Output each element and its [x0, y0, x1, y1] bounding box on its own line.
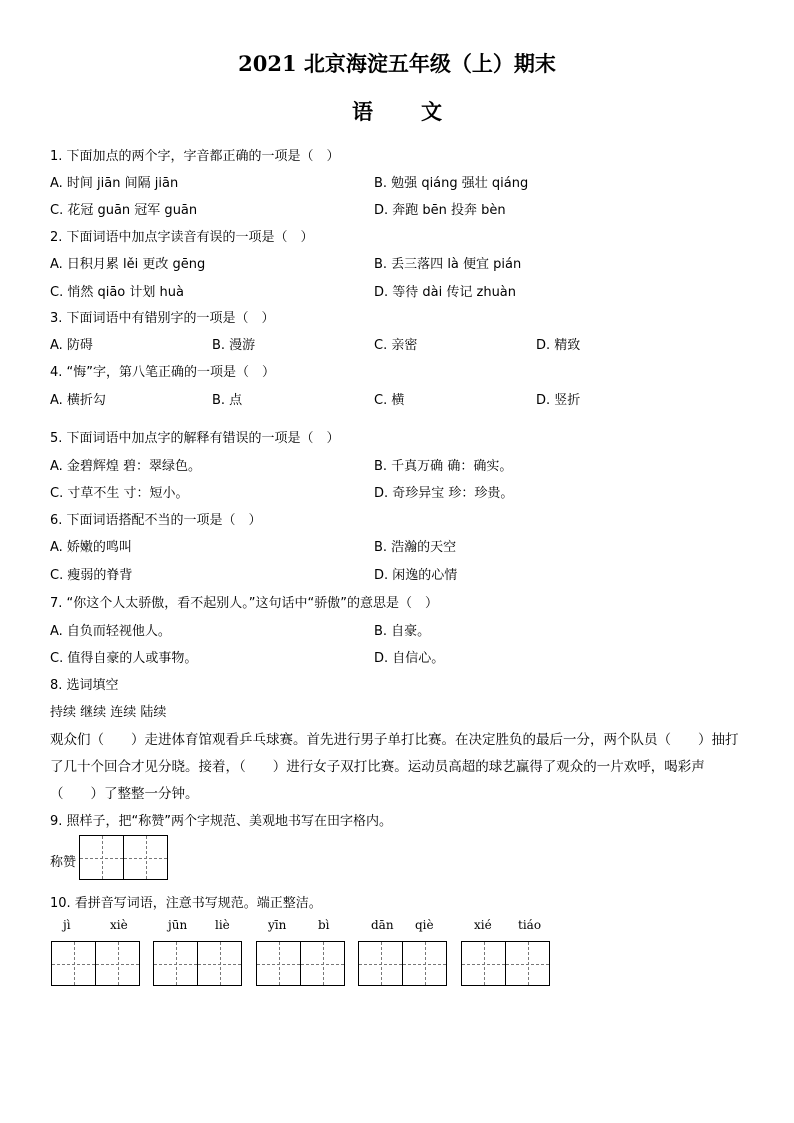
q3-option-c: C. 亲密	[374, 338, 418, 353]
q4-option-b: B. 点	[212, 393, 243, 408]
q8-passage-line-2: 了几十个回合才见分晓。接着，（ ）进行女子双打比赛。运动员高超的球艺赢得了观众的一片欢呼，喝彩声	[50, 759, 705, 775]
tianzige-cell[interactable]	[505, 941, 550, 986]
q9-sample-word: 称赞	[50, 855, 77, 870]
pinyin-label: jūn	[168, 918, 188, 932]
q1-option-c: C. 花冠 guān 冠军 guān	[50, 203, 198, 218]
q7-option-a: A. 自负而轻视他人。	[50, 624, 171, 639]
q4-option-d: D. 竖折	[536, 393, 581, 408]
tianzige-cell[interactable]	[358, 941, 403, 986]
tianzige-cell[interactable]	[123, 835, 168, 880]
q5-option-b: B. 千真万确 确：确实。	[374, 459, 513, 474]
q6-option-d: D. 闲逸的心情	[374, 568, 458, 583]
q1-option-d: D. 奔跑 bēn 投奔 bèn	[374, 203, 506, 218]
pinyin-label: liè	[215, 918, 230, 932]
tianzige-cell[interactable]	[402, 941, 447, 986]
q4-option-a: A. 横折勾	[50, 393, 106, 408]
tianzige-cell[interactable]	[256, 941, 301, 986]
pinyin-label: xiè	[110, 918, 128, 932]
q3-option-b: B. 漫游	[212, 338, 256, 353]
tianzige-cell[interactable]	[300, 941, 345, 986]
q2-option-d: D. 等待 dài 传记 zhuàn	[374, 285, 517, 300]
q9-writing-grid[interactable]	[79, 835, 167, 880]
q3-option-a: A. 防碍	[50, 338, 93, 353]
q5-stem: 5. 下面词语中加点字的解释有错误的一项是（ ）	[50, 431, 340, 446]
q1-option-b: B. 勉强 qiáng 强壮 qiáng	[374, 176, 529, 191]
q6-stem: 6. 下面词语搭配不当的一项是（ ）	[50, 513, 262, 528]
q8-stem: 8. 选词填空	[50, 678, 119, 693]
q8-passage-line-3: （ ）了整整一分钟。	[50, 786, 199, 802]
pinyin-label: bì	[318, 918, 330, 932]
q10-stem: 10. 看拼音写词语，注意书写规范。端正整洁。	[50, 896, 322, 911]
q10-writing-grid-4[interactable]	[358, 941, 446, 986]
q2-stem: 2. 下面词语中加点字读音有误的一项是（ ）	[50, 230, 314, 245]
q6-option-a: A. 娇嫩的鸣叫	[50, 540, 132, 555]
pinyin-label: xié	[474, 918, 492, 932]
q6-option-b: B. 浩瀚的天空	[374, 540, 457, 555]
q5-option-c: C. 寸草不生 寸：短小。	[50, 486, 189, 501]
q9-stem: 9. 照样子，把“称赞”两个字规范、美观地书写在田字格内。	[50, 814, 393, 829]
q7-option-c: C. 值得自豪的人或事物。	[50, 651, 198, 666]
pinyin-label: tiáo	[518, 918, 542, 932]
q4-option-c: C. 横	[374, 393, 405, 408]
q2-option-c: C. 悄然 qiāo 计划 huà	[50, 285, 184, 300]
q3-stem: 3. 下面词语中有错别字的一项是（ ）	[50, 311, 275, 326]
pinyin-label: yīn	[268, 918, 287, 932]
q7-option-d: D. 自信心。	[374, 651, 445, 666]
q10-writing-grid-5[interactable]	[461, 941, 549, 986]
subject-title: 语文	[352, 99, 490, 124]
tianzige-cell[interactable]	[153, 941, 198, 986]
q8-passage-line-1: 观众们（ ）走进体育馆观看乒乓球赛。首先进行男子单打比赛。在决定胜负的最后一分，两个队员（ ）抽打	[50, 732, 739, 748]
q4-stem: 4. “悔”字，第八笔正确的一项是（ ）	[50, 365, 276, 380]
q8-word-choices: 持续 继续 连续 陆续	[50, 705, 167, 720]
q2-option-b: B. 丢三落四 là 便宜 pián	[374, 257, 522, 272]
q7-option-b: B. 自豪。	[374, 624, 431, 639]
q10-writing-grid-1[interactable]	[51, 941, 139, 986]
tianzige-cell[interactable]	[95, 941, 140, 986]
q5-option-a: A. 金碧辉煌 碧：翠绿色。	[50, 459, 202, 474]
q7-stem: 7. “你这个人太骄傲，看不起别人。”这句话中“骄傲”的意思是（ ）	[50, 596, 438, 611]
q10-writing-grid-3[interactable]	[256, 941, 344, 986]
q5-option-d: D. 奇珍异宝 珍：珍贵。	[374, 486, 514, 501]
q1-stem: 1. 下面加点的两个字，字音都正确的一项是（ ）	[50, 149, 340, 164]
tianzige-cell[interactable]	[79, 835, 124, 880]
page-title: 2021 北京海淀五年级（上）期末	[238, 51, 556, 76]
q6-option-c: C. 瘦弱的脊背	[50, 568, 133, 583]
tianzige-cell[interactable]	[461, 941, 506, 986]
q1-option-a: A. 时间 jiān 间隔 jiān	[50, 176, 179, 191]
q3-option-d: D. 精致	[536, 338, 581, 353]
q2-option-a: A. 日积月累 lěi 更改 gēng	[50, 257, 206, 272]
tianzige-cell[interactable]	[197, 941, 242, 986]
pinyin-label: jì	[63, 918, 71, 932]
tianzige-cell[interactable]	[51, 941, 96, 986]
pinyin-label: qiè	[415, 918, 434, 932]
pinyin-label: dān	[371, 918, 394, 932]
q10-writing-grid-2[interactable]	[153, 941, 241, 986]
